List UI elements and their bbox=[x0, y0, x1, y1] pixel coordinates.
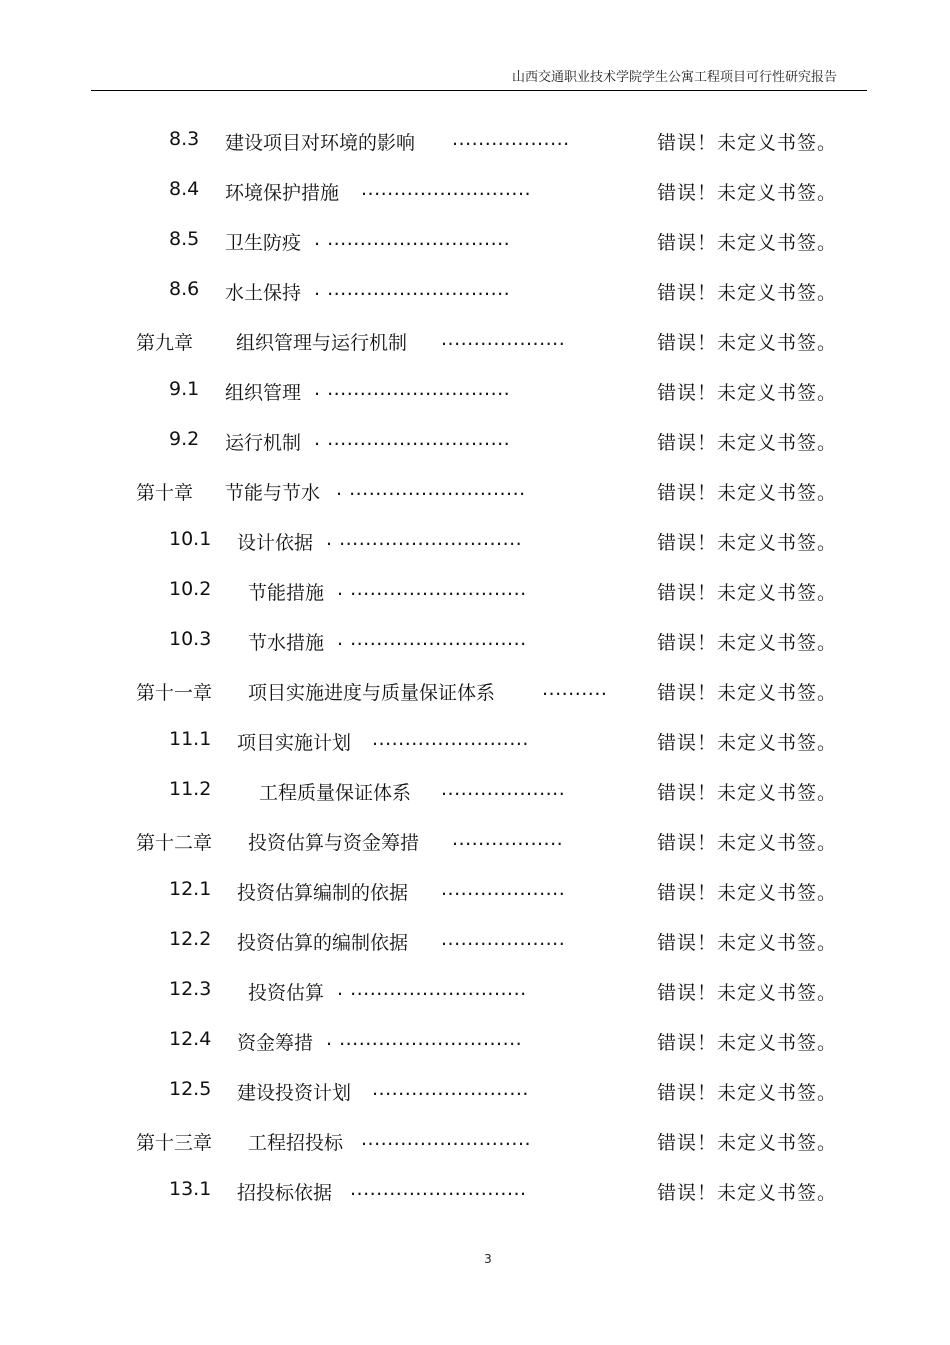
toc-entry-title: 环境保护措施 bbox=[225, 182, 340, 204]
toc-entry-number: 第十章 bbox=[136, 482, 194, 504]
toc-entry[interactable] bbox=[0, 416, 950, 466]
toc-entry-title: 投资估算的编制依据 bbox=[237, 932, 409, 954]
toc-entry-page-ref: 错误！未定义书签。 bbox=[657, 982, 838, 1004]
toc-leader-dots: ................... bbox=[441, 778, 566, 800]
toc-entry-page-ref: 错误！未定义书签。 bbox=[657, 482, 838, 504]
toc-entry-title: 项目实施进度与质量保证体系 bbox=[248, 682, 496, 704]
toc-leader-dots: . ........................... bbox=[337, 578, 527, 600]
toc-entry[interactable] bbox=[0, 316, 950, 366]
toc-leader-dots: . ............................ bbox=[326, 528, 523, 550]
toc-entry-page-ref: 错误！未定义书签。 bbox=[657, 632, 838, 654]
toc-entry-page-ref: 错误！未定义书签。 bbox=[657, 282, 838, 304]
toc-entry-title: 投资估算与资金筹措 bbox=[248, 832, 420, 854]
toc-leader-dots: . ............................ bbox=[314, 228, 511, 250]
toc-entry-title: 水土保持 bbox=[225, 282, 302, 304]
toc-entry-title: 建设项目对环境的影响 bbox=[225, 132, 416, 154]
toc-leader-dots: . ............................ bbox=[326, 1028, 523, 1050]
toc-entry-number: 8.3 bbox=[169, 128, 200, 150]
toc-leader-dots: ................... bbox=[441, 878, 566, 900]
toc-entry-number: 10.3 bbox=[169, 628, 212, 650]
toc-entry-title: 设计依据 bbox=[237, 532, 314, 554]
toc-leader-dots: . ............................ bbox=[314, 378, 511, 400]
toc-entry-page-ref: 错误！未定义书签。 bbox=[657, 432, 838, 454]
toc-entry[interactable] bbox=[0, 116, 950, 166]
toc-entry-number: 11.2 bbox=[169, 778, 212, 800]
toc-entry[interactable] bbox=[0, 1166, 950, 1216]
table-of-contents bbox=[0, 116, 950, 1216]
toc-entry[interactable] bbox=[0, 866, 950, 916]
toc-entry-page-ref: 错误！未定义书签。 bbox=[657, 1132, 838, 1154]
toc-entry-number: 12.2 bbox=[169, 928, 212, 950]
toc-entry[interactable] bbox=[0, 816, 950, 866]
toc-entry[interactable] bbox=[0, 716, 950, 766]
toc-entry-number: 12.5 bbox=[169, 1078, 212, 1100]
toc-entry-title: 投资估算编制的依据 bbox=[237, 882, 409, 904]
toc-leader-dots: . ............................ bbox=[314, 278, 511, 300]
toc-leader-dots: . ........................... bbox=[337, 978, 527, 1000]
toc-leader-dots: . ........................... bbox=[337, 628, 527, 650]
toc-entry[interactable] bbox=[0, 616, 950, 666]
toc-entry[interactable] bbox=[0, 166, 950, 216]
toc-entry-title: 组织管理与运行机制 bbox=[236, 332, 408, 354]
toc-leader-dots: ........................ bbox=[372, 728, 529, 750]
toc-entry-number: 9.1 bbox=[169, 378, 200, 400]
toc-entry[interactable] bbox=[0, 466, 950, 516]
toc-entry-number: 11.1 bbox=[169, 728, 212, 750]
toc-entry-number: 8.6 bbox=[169, 278, 200, 300]
toc-entry[interactable] bbox=[0, 916, 950, 966]
toc-entry[interactable] bbox=[0, 766, 950, 816]
toc-entry-number: 12.1 bbox=[169, 878, 212, 900]
header-title: 山西交通职业技术学院学生公寓工程项目可行性研究报告 bbox=[511, 70, 837, 85]
toc-entry[interactable] bbox=[0, 566, 950, 616]
toc-entry-page-ref: 错误！未定义书签。 bbox=[657, 132, 838, 154]
toc-entry-number: 10.1 bbox=[169, 528, 212, 550]
toc-leader-dots: ................. bbox=[452, 828, 564, 850]
page-number: 3 bbox=[484, 1252, 492, 1266]
toc-entry-title: 组织管理 bbox=[225, 382, 302, 404]
toc-entry-page-ref: 错误！未定义书签。 bbox=[657, 682, 838, 704]
toc-entry-page-ref: 错误！未定义书签。 bbox=[657, 582, 838, 604]
toc-entry-title: 投资估算 bbox=[248, 982, 325, 1004]
toc-entry-title: 工程招投标 bbox=[248, 1132, 344, 1154]
toc-entry-number: 8.4 bbox=[169, 178, 200, 200]
toc-entry-page-ref: 错误！未定义书签。 bbox=[657, 232, 838, 254]
toc-entry-number: 第九章 bbox=[136, 332, 194, 354]
toc-entry[interactable] bbox=[0, 1116, 950, 1166]
toc-entry-page-ref: 错误！未定义书签。 bbox=[657, 932, 838, 954]
toc-entry[interactable] bbox=[0, 266, 950, 316]
toc-entry-title: 节能措施 bbox=[248, 582, 325, 604]
toc-leader-dots: ................... bbox=[441, 928, 566, 950]
toc-leader-dots: . ........................... bbox=[336, 478, 526, 500]
toc-entry-title: 项目实施计划 bbox=[237, 732, 352, 754]
toc-entry-title: 运行机制 bbox=[225, 432, 302, 454]
toc-entry-number: 9.2 bbox=[169, 428, 200, 450]
toc-entry-page-ref: 错误！未定义书签。 bbox=[657, 832, 838, 854]
toc-entry[interactable] bbox=[0, 1016, 950, 1066]
toc-entry-title: 建设投资计划 bbox=[237, 1082, 352, 1104]
toc-entry-page-ref: 错误！未定义书签。 bbox=[657, 1182, 838, 1204]
toc-entry-number: 第十二章 bbox=[136, 832, 213, 854]
toc-entry-page-ref: 错误！未定义书签。 bbox=[657, 732, 838, 754]
toc-entry-page-ref: 错误！未定义书签。 bbox=[657, 382, 838, 404]
toc-entry[interactable] bbox=[0, 1066, 950, 1116]
toc-entry[interactable] bbox=[0, 966, 950, 1016]
toc-entry-number: 10.2 bbox=[169, 578, 212, 600]
toc-entry-number: 第十三章 bbox=[136, 1132, 213, 1154]
toc-entry-number: 13.1 bbox=[169, 1178, 212, 1200]
toc-leader-dots: .......... bbox=[542, 678, 608, 700]
toc-entry-title: 工程质量保证体系 bbox=[259, 782, 412, 804]
toc-entry-title: 节水措施 bbox=[248, 632, 325, 654]
toc-entry-title: 节能与节水 bbox=[225, 482, 321, 504]
toc-leader-dots: .......................... bbox=[361, 178, 532, 200]
toc-entry-number: 第十一章 bbox=[136, 682, 213, 704]
header-divider bbox=[91, 90, 867, 91]
toc-entry-number: 12.3 bbox=[169, 978, 212, 1000]
toc-leader-dots: .................. bbox=[452, 128, 570, 150]
toc-leader-dots: ................... bbox=[441, 328, 566, 350]
toc-entry-title: 资金筹措 bbox=[237, 1032, 314, 1054]
toc-entry[interactable] bbox=[0, 366, 950, 416]
toc-entry-number: 8.5 bbox=[169, 228, 200, 250]
toc-entry-page-ref: 错误！未定义书签。 bbox=[657, 782, 838, 804]
toc-entry-number: 12.4 bbox=[169, 1028, 212, 1050]
toc-entry[interactable] bbox=[0, 516, 950, 566]
toc-entry-page-ref: 错误！未定义书签。 bbox=[657, 332, 838, 354]
toc-entry-page-ref: 错误！未定义书签。 bbox=[657, 532, 838, 554]
toc-entry-page-ref: 错误！未定义书签。 bbox=[657, 182, 838, 204]
toc-leader-dots: .......................... bbox=[361, 1128, 532, 1150]
toc-leader-dots: ........................ bbox=[372, 1078, 529, 1100]
toc-entry-title: 卫生防疫 bbox=[225, 232, 302, 254]
toc-entry-page-ref: 错误！未定义书签。 bbox=[657, 1032, 838, 1054]
toc-entry-page-ref: 错误！未定义书签。 bbox=[657, 882, 838, 904]
toc-entry-title: 招投标依据 bbox=[237, 1182, 333, 1204]
toc-entry[interactable] bbox=[0, 216, 950, 266]
toc-entry[interactable] bbox=[0, 666, 950, 716]
toc-entry-page-ref: 错误！未定义书签。 bbox=[657, 1082, 838, 1104]
toc-leader-dots: ........................... bbox=[350, 1178, 527, 1200]
toc-leader-dots: . ............................ bbox=[314, 428, 511, 450]
